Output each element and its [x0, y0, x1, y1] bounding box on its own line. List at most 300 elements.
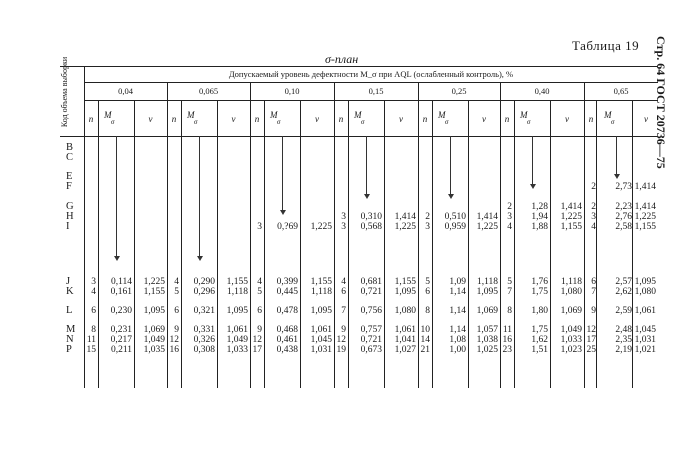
cell-value: 1,76 [531, 277, 548, 287]
cell-value: 1,414 [394, 212, 416, 222]
rule-top [60, 66, 658, 67]
cell-v [134, 306, 165, 316]
code-letter: F [66, 181, 72, 192]
cell-v [217, 325, 248, 355]
code-group [66, 202, 74, 232]
subheader-sigma: σ [194, 118, 198, 126]
cell-m [264, 202, 298, 232]
subheader-m: M [104, 110, 112, 120]
cell-v [300, 306, 332, 316]
cell-m [432, 202, 466, 232]
cell-v [550, 306, 582, 316]
subheader-n: n [504, 114, 510, 124]
cell-value: 1,80 [531, 306, 548, 316]
cell-value: 16 [169, 345, 179, 355]
cell-value: 1,155 [394, 277, 416, 287]
cell-m [98, 277, 132, 297]
subheader-v: v [565, 114, 569, 124]
cell-value: 0,721 [360, 287, 382, 297]
code-letter: G [66, 201, 74, 212]
subheader-n: n [422, 114, 428, 124]
subheader-n: n [254, 114, 260, 124]
cell-value: 0,?69 [277, 222, 298, 232]
cell-value: 5 [425, 277, 430, 287]
aql-level: 0,15 [368, 86, 384, 96]
rule-subheader [60, 136, 658, 137]
code-group [66, 277, 74, 297]
cell-value: 1,225 [143, 277, 165, 287]
cell-v [550, 325, 582, 355]
cell-value: 0,114 [110, 277, 132, 287]
subheader-sigma: σ [361, 118, 365, 126]
cell-value: 4 [591, 222, 596, 232]
cell-value: 2 [425, 212, 430, 222]
cell-value: 0,673 [360, 345, 382, 355]
cell-value: 2,48 [615, 325, 632, 335]
cell-n [84, 306, 96, 316]
code-group [66, 143, 73, 163]
subheader-n: n [338, 114, 344, 124]
cell-v [468, 325, 498, 355]
cell-m [598, 306, 632, 316]
subheader-sigma: σ [445, 118, 449, 126]
cell-n [500, 202, 512, 232]
cell-m [598, 325, 632, 355]
cell-m [514, 202, 548, 232]
cell-m [181, 325, 215, 355]
cell-m [432, 306, 466, 316]
cell-value: 1,28 [531, 202, 548, 212]
code-letter: I [66, 221, 70, 232]
subheader-m: M [187, 110, 195, 120]
cell-value: 2,73 [615, 182, 632, 192]
plan-label: σ-план [325, 52, 359, 66]
cell-n [84, 277, 96, 297]
cell-value: 0,290 [193, 277, 215, 287]
cell-n [584, 277, 596, 297]
cell-value: 1,023 [560, 345, 582, 355]
cell-value [250, 212, 262, 222]
cell-m [264, 277, 298, 297]
cell-value: 1,225 [560, 212, 582, 222]
cell-m [514, 325, 548, 355]
cell-value: 0,681 [360, 277, 382, 287]
arrow-down [282, 136, 283, 212]
cell-value: 2,57 [615, 277, 632, 287]
cell-value: 2 [591, 202, 596, 212]
cell-value: 1,061 [310, 325, 332, 335]
cell-value: 11 [86, 335, 96, 345]
cell-value: 0,296 [193, 287, 215, 297]
cell-value: 3 [341, 222, 346, 232]
cell-value: 1,225 [634, 212, 656, 222]
cell-value: 6 [341, 287, 346, 297]
cell-value: 1,038 [476, 335, 498, 345]
cell-value: 6 [257, 306, 262, 316]
cell-value: 2,23 [615, 202, 632, 212]
subheader-sigma: σ [527, 118, 531, 126]
cell-value: 4 [174, 277, 179, 287]
table-title: Таблица 19 [572, 38, 640, 53]
cell-value: 0,461 [276, 335, 298, 345]
cell-value: 2,19 [615, 345, 632, 355]
cell-value: 0,757 [360, 325, 382, 335]
arrow-down [199, 136, 200, 258]
cell-value: 1,045 [634, 325, 656, 335]
cell-value [250, 202, 262, 212]
cell-value: 17 [252, 345, 262, 355]
aql-level: 0,04 [118, 86, 133, 96]
cell-value: 6 [91, 306, 96, 316]
cell-m [98, 306, 132, 316]
cell-value: 1,414 [476, 212, 498, 222]
cell-n [334, 202, 346, 232]
cell-value: 4 [257, 277, 262, 287]
subheader-m: M [604, 110, 612, 120]
cell-value: 1,14 [449, 287, 466, 297]
code-letter: H [66, 211, 74, 222]
cell-n [334, 325, 346, 355]
cell-value: 21 [420, 345, 430, 355]
cell-v [550, 202, 582, 232]
subheader-v: v [315, 114, 319, 124]
cell-value: 7 [507, 287, 512, 297]
cell-value: 4 [507, 222, 512, 232]
cell-value: 0,310 [360, 212, 382, 222]
cell-value: 1,049 [143, 335, 165, 345]
code-letter: P [66, 344, 72, 355]
cell-value: 0,478 [276, 306, 298, 316]
cell-n [84, 325, 96, 355]
subheader-v: v [148, 114, 153, 124]
cell-value: 1,031 [310, 345, 332, 355]
cell-value [418, 202, 430, 212]
code-group [66, 325, 75, 355]
cell-value: 1,14 [449, 325, 466, 335]
cell-value: 1,08 [449, 335, 466, 345]
cell-n [250, 277, 262, 297]
cell-value: 0,161 [110, 287, 132, 297]
subheader-n: n [88, 114, 94, 124]
cell-v [384, 202, 416, 232]
subheader-v: v [482, 114, 486, 124]
cell-value: 12 [586, 325, 596, 335]
arrow-down [532, 136, 533, 186]
cell-value: 2 [591, 182, 596, 192]
cell-v [468, 277, 498, 297]
cell-m [348, 202, 382, 232]
code-letter: N [66, 334, 74, 345]
cell-m [598, 277, 632, 297]
rule-sub [596, 100, 597, 388]
cell-v [634, 306, 656, 316]
cell-value: 0,438 [276, 345, 298, 355]
cell-value: 9 [174, 325, 179, 335]
cell-n [418, 277, 430, 297]
aql-level: 0,65 [613, 86, 629, 96]
cell-n [584, 306, 596, 316]
cell-value: 1,061 [394, 325, 416, 335]
cell-value: 1,155 [143, 287, 165, 297]
subheader-sigma: σ [611, 118, 615, 126]
running-head [654, 36, 694, 236]
cell-value: 4 [91, 287, 96, 297]
cell-value: 1,155 [560, 222, 582, 232]
cell-value: 8 [425, 306, 430, 316]
cell-value [634, 172, 656, 182]
cell-value: 1,069 [560, 306, 582, 316]
cell-value: 1,045 [310, 335, 332, 345]
cell-value: 0,230 [110, 306, 132, 316]
cell-value: 5 [174, 287, 179, 297]
code-group [66, 172, 72, 192]
cell-value: 1,080 [394, 306, 416, 316]
cell-value: 1,118 [310, 287, 332, 297]
cell-value: 2,62 [615, 287, 632, 297]
code-letter: C [66, 152, 74, 163]
cell-value: 25 [586, 345, 596, 355]
cell-v [300, 277, 332, 297]
code-letter: B [66, 142, 74, 153]
cell-m [348, 325, 382, 355]
cell-value: 3 [257, 222, 262, 232]
cell-m [432, 325, 466, 355]
cell-value: 4 [341, 277, 346, 287]
cell-value: 1,09 [449, 277, 466, 287]
cell-value: 1,155 [634, 222, 656, 232]
cell-value: 1,00 [449, 345, 466, 355]
cell-value: 1,080 [560, 287, 582, 297]
cell-v [634, 277, 656, 297]
cell-value [468, 202, 498, 212]
cell-value: 0,568 [360, 222, 382, 232]
cell-value: 3 [425, 222, 430, 232]
subheader-m: M [270, 110, 278, 120]
cell-v [217, 277, 248, 297]
cell-value: 2,35 [615, 335, 632, 345]
cell-m [514, 277, 548, 297]
cell-value: 1,027 [394, 345, 416, 355]
cell-value: 1,095 [634, 277, 656, 287]
cell-value: 8 [91, 325, 96, 335]
cell-m [348, 277, 382, 297]
cell-value: 6 [174, 306, 179, 316]
arrow-down [116, 136, 117, 258]
cell-value: 1,031 [634, 335, 656, 345]
cell-value: 2,76 [615, 212, 632, 222]
cell-value: 17 [586, 335, 596, 345]
cell-value: 1,095 [226, 306, 248, 316]
code-group [66, 306, 72, 316]
cell-v [468, 306, 498, 316]
cell-n [167, 325, 179, 355]
cell-n [167, 277, 179, 297]
cell-value: 3 [507, 212, 512, 222]
cell-m [598, 202, 632, 232]
subheader-v: v [399, 114, 403, 124]
cell-value: 1,118 [476, 277, 498, 287]
cell-value: 1,414 [560, 202, 582, 212]
cell-m [181, 277, 215, 297]
cell-m [514, 306, 548, 316]
cell-value: 12 [336, 335, 346, 345]
cell-value: 1,155 [310, 277, 332, 287]
cell-value: 11 [502, 325, 512, 335]
code-letter: L [66, 305, 73, 316]
cell-value: 1,095 [143, 306, 165, 316]
cell-v [634, 325, 656, 355]
cell-value: 1,041 [394, 335, 416, 345]
cell-value: 1,225 [394, 222, 416, 232]
cell-value: 6 [591, 277, 596, 287]
cell-value [384, 202, 416, 212]
cell-value: 1,035 [143, 345, 165, 355]
cell-value: 1,080 [634, 287, 656, 297]
cell-value: 7 [341, 306, 346, 316]
cell-value: 1,225 [476, 222, 498, 232]
cell-m [181, 306, 215, 316]
cell-value [584, 172, 596, 182]
cell-value: 0,756 [360, 306, 382, 316]
cell-n [418, 306, 430, 316]
cell-value: 3 [91, 277, 96, 287]
cell-v [468, 202, 498, 232]
cell-n [500, 277, 512, 297]
arrow-down [450, 136, 451, 196]
cell-value: 1,095 [310, 306, 332, 316]
subheader-sigma: σ [277, 118, 281, 126]
cell-value: 7 [591, 287, 596, 297]
cell-value: 19 [336, 345, 346, 355]
subheader-v: v [231, 114, 236, 124]
cell-value: 1,069 [143, 325, 165, 335]
aql-level: 0,10 [284, 86, 300, 96]
stub-header-text: Код объема выборки [60, 56, 69, 128]
cell-value: 0,331 [193, 325, 215, 335]
cell-value: 12 [169, 335, 179, 345]
cell-n [334, 277, 346, 297]
cell-value: 9 [257, 325, 262, 335]
subheader-n: n [588, 114, 594, 124]
cell-value: 0,308 [193, 345, 215, 355]
cell-n [500, 306, 512, 316]
cell-n [334, 306, 346, 316]
cell-value [300, 212, 332, 222]
cell-value: 10 [420, 325, 430, 335]
cell-value: 16 [502, 335, 512, 345]
cell-value: 0,326 [193, 335, 215, 345]
cell-n [584, 325, 596, 355]
cell-value: 1,88 [531, 222, 548, 232]
aql-header: Допускаемый уровень дефектности M_σ при AQL (ослабленный контроль), % [228, 69, 514, 79]
cell-value: 1,414 [634, 202, 656, 212]
cell-value: 1,069 [476, 306, 498, 316]
cell-n [250, 306, 262, 316]
cell-v [550, 277, 582, 297]
cell-v [134, 325, 165, 355]
cell-value: 0,399 [276, 277, 298, 287]
cell-value: 1,049 [560, 325, 582, 335]
cell-v [634, 172, 656, 192]
cell-v [384, 325, 416, 355]
cell-value: 1,021 [634, 345, 656, 355]
cell-m [264, 325, 298, 355]
cell-value: 1,75 [531, 325, 548, 335]
cell-v [300, 202, 332, 232]
cell-value: 1,51 [531, 345, 548, 355]
subheader-sigma: σ [111, 118, 115, 126]
cell-value: 12 [252, 335, 262, 345]
subheader-m: M [354, 110, 362, 120]
cell-v [134, 277, 165, 297]
cell-m [264, 306, 298, 316]
cell-m [98, 325, 132, 355]
cell-value: 1,033 [560, 335, 582, 345]
cell-value: 6 [425, 287, 430, 297]
cell-value [300, 202, 332, 212]
cell-value: 2,58 [615, 222, 632, 232]
cell-value: 5 [507, 277, 512, 287]
arrow-down [366, 136, 367, 196]
cell-value: 1,025 [476, 345, 498, 355]
cell-value: 1,118 [560, 277, 582, 287]
cell-n [584, 202, 596, 232]
cell-value: 3 [591, 212, 596, 222]
cell-value: 0,211 [110, 345, 132, 355]
cell-value [334, 202, 346, 212]
cell-value: 15 [86, 345, 96, 355]
cell-value: 14 [420, 335, 430, 345]
cell-value: 1,095 [394, 287, 416, 297]
code-letter: K [66, 286, 74, 297]
subheader-m: M [438, 110, 446, 120]
cell-n [167, 306, 179, 316]
cell-value: 1,14 [449, 306, 466, 316]
cell-m [432, 277, 466, 297]
cell-value: 0,321 [193, 306, 215, 316]
arrow-down [616, 136, 617, 176]
subheader-n: n [171, 114, 177, 124]
cell-value [348, 202, 382, 212]
cell-value: 1,118 [226, 287, 248, 297]
cell-value: 0,231 [110, 325, 132, 335]
cell-v [634, 202, 656, 232]
cell-n [418, 202, 430, 232]
cell-value: 2,59 [615, 306, 632, 316]
cell-value: 9 [341, 325, 346, 335]
cell-n [584, 172, 596, 192]
cell-n [500, 325, 512, 355]
rule-sub [632, 100, 633, 388]
cell-m [348, 306, 382, 316]
cell-value: 1,62 [531, 335, 548, 345]
cell-value: 0,959 [444, 222, 466, 232]
aql-level: 0,065 [198, 86, 219, 96]
aql-level: 0,25 [451, 86, 467, 96]
subheader-m: M [520, 110, 528, 120]
subheader-v: v [644, 114, 648, 124]
cell-value: 1,049 [226, 335, 248, 345]
cell-value: 23 [502, 345, 512, 355]
cell-value: 1,225 [310, 222, 332, 232]
cell-value: 1,94 [531, 212, 548, 222]
cell-n [250, 325, 262, 355]
cell-value: 1,033 [226, 345, 248, 355]
cell-value: 0,510 [444, 212, 466, 222]
cell-v [384, 277, 416, 297]
cell-value: 0,468 [276, 325, 298, 335]
cell-value: 3 [341, 212, 346, 222]
